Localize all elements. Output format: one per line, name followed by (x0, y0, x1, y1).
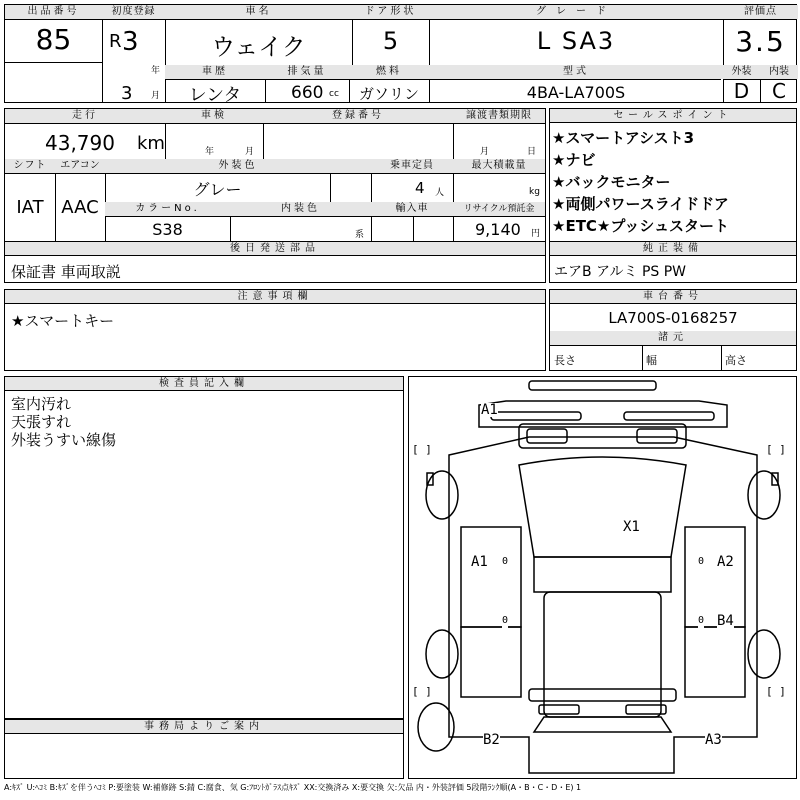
exterior-color: グレー (193, 180, 242, 199)
recycle-fee: 9,140 (475, 220, 521, 239)
damage-mark-left-rear: B2 (483, 732, 500, 748)
office-box (4, 719, 404, 779)
inspector-title: 検査員記入欄 (5, 377, 403, 391)
inspector-note-line: 外装うすい線傷 (11, 431, 117, 449)
history: レンタ (188, 85, 242, 106)
inspection-month-unit: 月 (245, 147, 255, 157)
inspector-note-line: 室内汚れ (11, 395, 72, 413)
damage-mark-right-rear: A3 (705, 732, 722, 748)
chassis-number: LA700S-0168257 (608, 309, 738, 327)
door-mark-left-rear: 0 (502, 615, 509, 626)
interior-color-label: 内装色 (230, 202, 371, 216)
car-diagram-box (408, 376, 797, 779)
displacement-label: 排気量 (265, 65, 349, 79)
month-unit: 月 (151, 91, 161, 101)
max-load-unit: kg (529, 187, 540, 197)
damage-mark-left-front-door: A1 (471, 554, 488, 570)
max-load-label: 最大積載量 (453, 159, 545, 173)
inspector-notes (11, 395, 116, 449)
selling-point-item: ★ETC★プッシュスタート (552, 217, 730, 235)
era-year: 3 (122, 27, 139, 57)
length-label: 長さ (554, 354, 576, 367)
office-title: 事務局よりご案内 (5, 720, 403, 734)
header-box (4, 4, 797, 106)
air-conditioner: AAC (61, 197, 99, 218)
registration-month: 3 (121, 83, 133, 104)
interior-grade: C (772, 79, 786, 103)
capacity-label: 乗車定員 (371, 159, 453, 173)
chassis-box (549, 289, 797, 371)
capacity-unit: 人 (435, 188, 445, 198)
dimensions-title: 諸元 (550, 331, 796, 345)
inspection-year-unit: 年 (205, 147, 215, 157)
damage-mark-hood: X1 (623, 519, 640, 535)
registration-number-label: 登録番号 (263, 109, 453, 123)
transfer-month-unit: 月 (480, 147, 490, 157)
model-code-label: 型式 (429, 65, 723, 79)
selling-point-item: ★スマートアシスト3 (552, 129, 695, 147)
damage-mark-right-rear-door: B4 (717, 613, 734, 629)
genuine-equipment-value: エアB アルミ PS PW (554, 264, 687, 280)
door-mark-right-rear: 0 (698, 615, 705, 626)
car-name: ウェイク (211, 33, 306, 61)
door-type-label: ドア形状 (352, 5, 429, 19)
displacement: 660 (291, 83, 324, 103)
mileage-label: 走行 (5, 109, 165, 123)
selling-point-item: ★ナビ (552, 151, 596, 169)
history-label: 車歴 (165, 65, 265, 79)
air-conditioner-label: エアコン (55, 159, 105, 173)
score: 3.5 (735, 25, 786, 58)
grade-label: グレード (429, 5, 723, 19)
exterior-color-label: 外装色 (105, 159, 371, 173)
selling-points-box (549, 108, 797, 242)
door-mark-right-front: 0 (698, 556, 705, 567)
selling-point-item: ★両側パワースライドドア (552, 195, 729, 213)
fuel: ガソリン (358, 85, 419, 103)
selling-point-item: ★バックモニター (552, 173, 671, 191)
recycle-fee-label: リサイクル預託金 (453, 202, 545, 216)
year-unit: 年 (151, 66, 161, 76)
transfer-deadline-label: 譲渡書類期限 (453, 109, 545, 123)
score-label: 評価点 (723, 5, 798, 19)
door-mark-left-front: 0 (502, 556, 509, 567)
notes-value: ★スマートキー (11, 312, 115, 330)
grade: L SA3 (536, 27, 616, 55)
interior-color-unit: 系 (355, 230, 365, 240)
genuine-equipment-box (549, 241, 797, 283)
exterior-label: 外装 (723, 65, 760, 79)
bracket-right-rear: [ ] (766, 685, 786, 698)
fuel-label: 燃料 (349, 65, 429, 79)
shift-label: シフト (5, 159, 55, 173)
color-number-label: カラーNo. (105, 202, 230, 216)
later-parts-value: 保証書 車両取説 (11, 263, 121, 281)
car-outline (409, 377, 796, 778)
width-label: 幅 (646, 354, 657, 367)
door-type: 5 (382, 27, 399, 55)
model-code: 4BA-LA700S (526, 83, 626, 102)
era-letter: R (109, 31, 122, 52)
damage-mark-front: A1 (481, 402, 498, 418)
color-number: S38 (152, 220, 183, 239)
selling-points-list (552, 127, 729, 237)
selling-points-title: セールスポイント (550, 109, 796, 123)
bracket-left-front: [ ] (412, 443, 432, 456)
inspection-label: 車検 (165, 109, 263, 123)
bracket-left-rear: [ ] (412, 685, 432, 698)
transfer-day-unit: 日 (527, 147, 537, 157)
interior-label: 内装 (760, 65, 798, 79)
notes-box (4, 289, 546, 371)
mileage: 43,790 (45, 131, 115, 155)
car-name-label: 車名 (165, 5, 352, 19)
genuine-equipment-title: 純正装備 (550, 242, 796, 256)
damage-mark-right-front-door: A2 (717, 554, 734, 570)
shift: IAT (16, 197, 44, 218)
inspector-note-line: 天張すれ (11, 413, 72, 431)
notes-title: 注意事項欄 (5, 290, 545, 304)
recycle-fee-unit: 円 (531, 229, 541, 239)
spec-box (4, 108, 546, 242)
displacement-unit: cc (329, 89, 339, 99)
mileage-unit: km (137, 133, 165, 154)
height-label: 高さ (725, 354, 747, 367)
lot-number: 85 (35, 23, 72, 56)
legend: A:ｷｽﾞ U:ﾍｺﾐ B:ｷｽﾞを伴うﾍｺﾐ P:要塗装 W:補修跡 S:錆 C:腐食、気 G:ﾌﾛﾝﾄｶﾞﾗｽ点ｷｽﾞ XX:交換済み X:要交換 欠:欠品 内・外装評価 5段階ﾗﾝｸ順(A・B・C・D・E) 1 (4, 783, 582, 792)
first-registration-label: 初度登録 (102, 5, 165, 19)
import-label: 輸入車 (371, 202, 453, 216)
chassis-title: 車台番号 (550, 290, 796, 304)
later-parts-title: 後日発送部品 (5, 242, 545, 256)
lot-number-label: 出品番号 (5, 5, 102, 19)
exterior-grade: D (733, 79, 750, 103)
capacity: 4 (415, 179, 425, 197)
inspector-box (4, 376, 404, 719)
bracket-right-front: [ ] (766, 443, 786, 456)
later-parts-box (4, 241, 546, 283)
